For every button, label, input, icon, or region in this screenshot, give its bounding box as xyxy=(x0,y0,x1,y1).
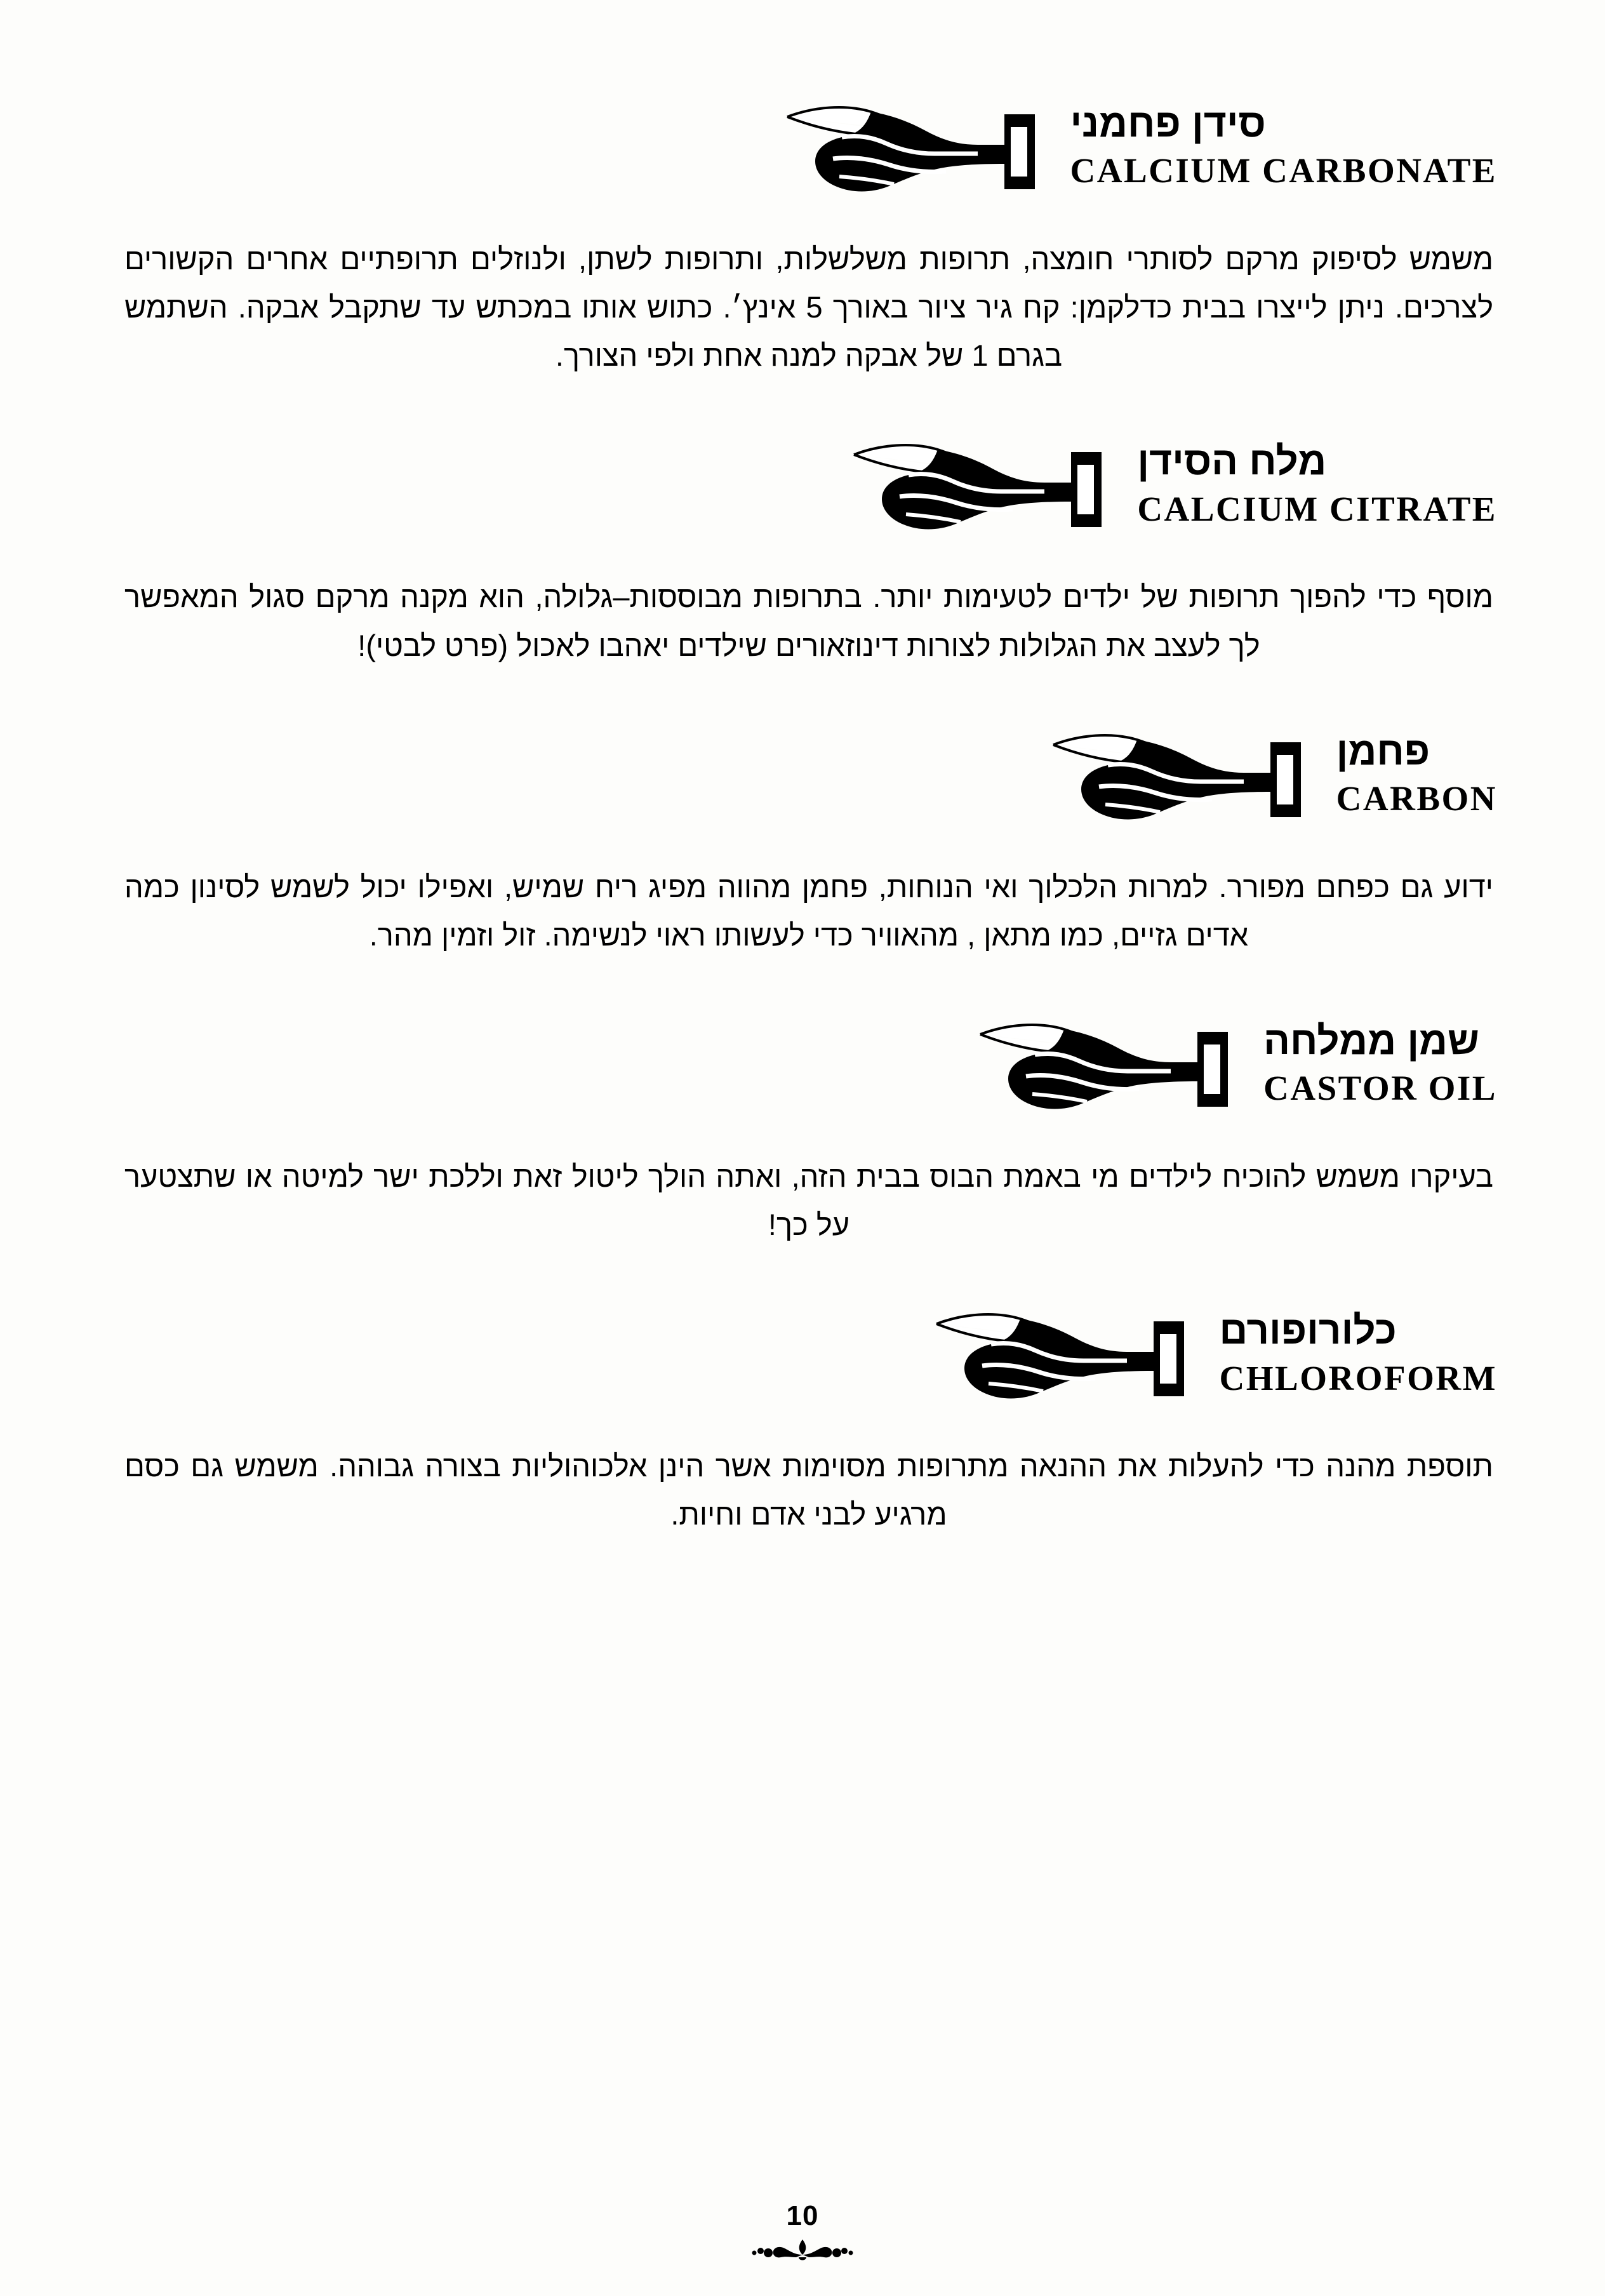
glossary-entry xyxy=(121,95,1497,380)
page-number: 10 xyxy=(786,2200,819,2231)
pointing-hand-icon xyxy=(776,98,1049,206)
glossary-entry xyxy=(121,723,1497,959)
entry-title-hebrew: סידן פחמני xyxy=(1070,102,1266,145)
entry-body: ידוע גם כפחם מפורר. למרות הלכלוך ואי הנוחות, פחמן מהווה מפיג ריח שמיש, ואפילו יכול לשמש לסינון כמה אדים גזיים, כמו מתאן , מהאוויר כדי לעשותו ראוי לנשימה. זול וזמין מהר. xyxy=(124,869,1493,952)
entry-title-english: CHLOROFORM xyxy=(1219,1358,1497,1398)
entry-titles xyxy=(1070,95,1497,191)
page-footer xyxy=(0,2200,1605,2269)
entry-title-english: CALCIUM CITRATE xyxy=(1137,489,1497,528)
entry-title-hebrew: מלח הסידן xyxy=(1137,439,1327,484)
glossary-entry xyxy=(121,1302,1497,1538)
pointing-hand-icon xyxy=(969,1015,1242,1123)
entry-titles xyxy=(1336,723,1497,819)
entry-title-english: CALCIUM CARBONATE xyxy=(1070,151,1497,190)
entry-header xyxy=(121,95,1497,206)
entry-titles xyxy=(1220,1302,1497,1398)
entry-header xyxy=(121,1302,1497,1413)
pointing-hand-icon xyxy=(1042,726,1315,834)
entry-titles xyxy=(1137,433,1497,529)
entry-body: תוספת מהנה כדי להעלות את ההנאה מתרופות מסוימות אשר הינן אלכוהוליות בצורה גבוהה. משמש גם כסם מרגיע לבני אדם וחיות. xyxy=(124,1449,1493,1532)
glossary-entry xyxy=(121,433,1497,669)
entry-title-english: CASTOR OIL xyxy=(1263,1069,1497,1108)
entry-titles xyxy=(1263,1013,1497,1109)
entry-title-english: CARBON xyxy=(1336,779,1497,818)
floral-divider-icon xyxy=(0,2236,1605,2269)
pointing-hand-icon xyxy=(925,1305,1198,1413)
glossary-entry xyxy=(121,1013,1497,1249)
entry-title-hebrew: פחמן xyxy=(1336,729,1430,773)
entry-title-hebrew: כלורופורם xyxy=(1219,1309,1397,1353)
entry-body: משמש לסיפוק מרקם לסותרי חומצה, תרופות משלשלות, ותרופות לשתן, ולנוזלים תרופתיים אחרים הקשורים לצרכים. ניתן לייצרו בבית כדלקמן: קח גיר ציור באורך 5 אינץ׳. כתוש אותו במכתש עד שתקבל אבקה. השתמש בגרם 1 של אבקה למנה אחת ולפי הצורך. xyxy=(124,242,1493,373)
entry-header xyxy=(121,433,1497,544)
entry-header xyxy=(121,1013,1497,1123)
entry-body: מוסף כדי להפוך תרופות של ילדים לטעימות יותר. בתרופות מבוססות–גלולה, הוא מקנה מרקם סגול המאפשר לך לעצב את הגלולות לצורות דינוזאורים שילדים יאהבו לאכול (פרט לבטי)! xyxy=(124,580,1493,662)
pointing-hand-icon xyxy=(842,436,1116,544)
entry-title-hebrew: שמן ממלחה xyxy=(1263,1018,1479,1063)
entry-header xyxy=(121,723,1497,834)
entry-body: בעיקרו משמש להוכיח לילדים מי באמת הבוס בבית הזה, ואתה הולך ליטול זאת וללכת ישר למיטה או שתצטער על כך! xyxy=(124,1159,1493,1241)
